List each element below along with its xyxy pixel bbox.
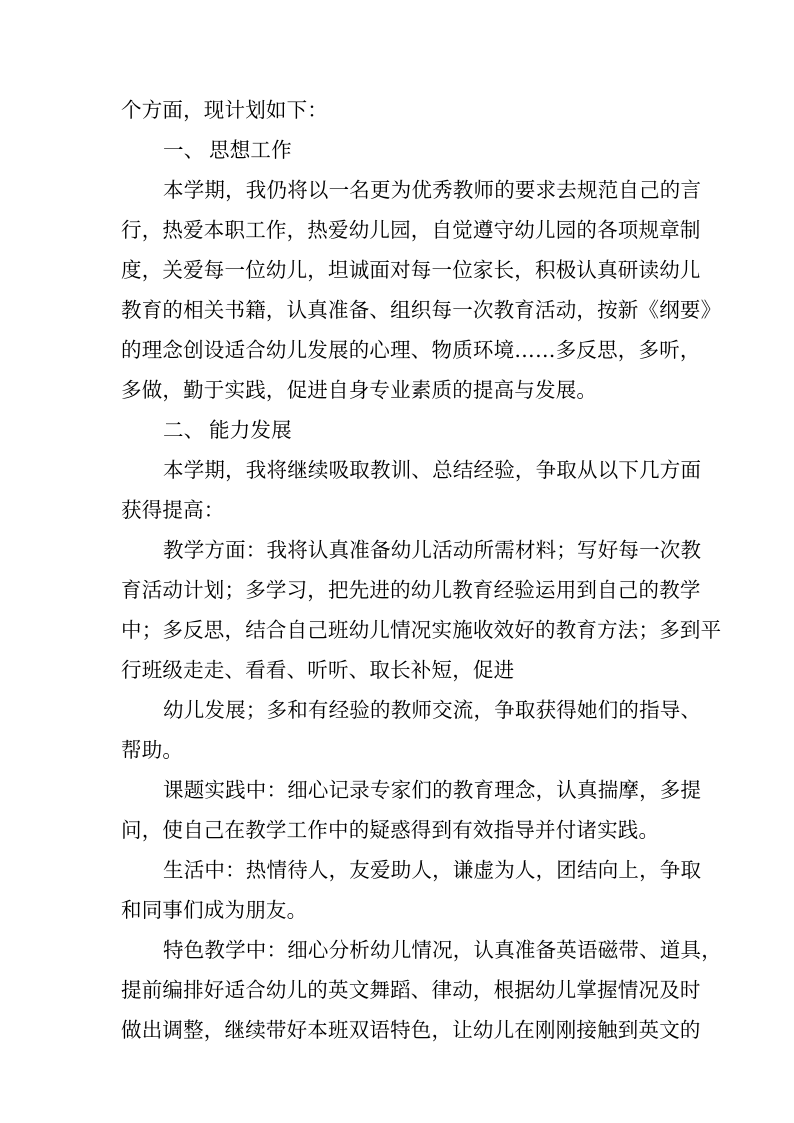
section-title: 思想工作 xyxy=(209,138,292,162)
paragraph-line: 获得提高： xyxy=(121,498,225,522)
paragraph-line: 提前编排好适合幼儿的英文舞蹈、律动，根据幼儿掌握情况及时 xyxy=(121,978,701,1002)
paragraph-line: 本学期，我仍将以一名更为优秀教师的要求去规范自己的言 xyxy=(163,178,702,202)
section-heading xyxy=(163,138,719,162)
paragraph-line: 和同事们成为朋友。 xyxy=(121,898,308,922)
section-heading xyxy=(163,418,719,442)
paragraph-line: 问，使自己在教学工作中的疑惑得到有效指导并付诸实践。 xyxy=(121,818,660,842)
paragraph-line: 幼儿发展；多和有经验的教师交流，争取获得她们的指导、 xyxy=(163,698,702,722)
paragraph-line: 度，关爱每一位幼儿，坦诚面对每一位家长，积极认真研读幼儿 xyxy=(121,258,701,282)
paragraph-line: 多做，勤于实践，促进自身专业素质的提高与发展。 xyxy=(121,378,598,402)
paragraph-line: 生活中：热情待人，友爱助人，谦虚为人，团结向上，争取 xyxy=(163,858,702,882)
section-number: 一、 xyxy=(163,138,205,162)
paragraph-line: 教育的相关书籍，认真准备、组织每一次教育活动，按新《纲要》 xyxy=(121,298,722,322)
paragraph-line: 个方面，现计划如下： xyxy=(121,98,328,122)
section-number: 二、 xyxy=(163,418,205,442)
paragraph-line: 中；多反思，结合自己班幼儿情况实施收效好的教育方法；多到平 xyxy=(121,618,722,642)
paragraph-line: 育活动计划；多学习，把先进的幼儿教育经验运用到自己的教学 xyxy=(121,578,701,602)
paragraph-line: 帮助。 xyxy=(121,738,184,762)
paragraph-line: 教学方面：我将认真准备幼儿活动所需材料；写好每一次教 xyxy=(163,538,702,562)
paragraph-line: 课题实践中：细心记录专家们的教育理念，认真揣摩，多提 xyxy=(163,778,702,802)
paragraph-line: 行班级走走、看看、听听、取长补短，促进 xyxy=(121,658,515,682)
section-title: 能力发展 xyxy=(209,418,292,442)
paragraph-line: 特色教学中：细心分析幼儿情况，认真准备英语磁带、道具， xyxy=(163,938,722,962)
paragraph-line: 行，热爱本职工作，热爱幼儿园，自觉遵守幼儿园的各项规章制 xyxy=(121,218,701,242)
paragraph-line: 的理念创设适合幼儿发展的心理、物质环境……多反思，多听， xyxy=(121,338,701,362)
paragraph-line: 本学期，我将继续吸取教训、总结经验，争取从以下几方面 xyxy=(163,458,702,482)
paragraph-line: 做出调整，继续带好本班双语特色，让幼儿在刚刚接触到英文的 xyxy=(121,1018,701,1042)
